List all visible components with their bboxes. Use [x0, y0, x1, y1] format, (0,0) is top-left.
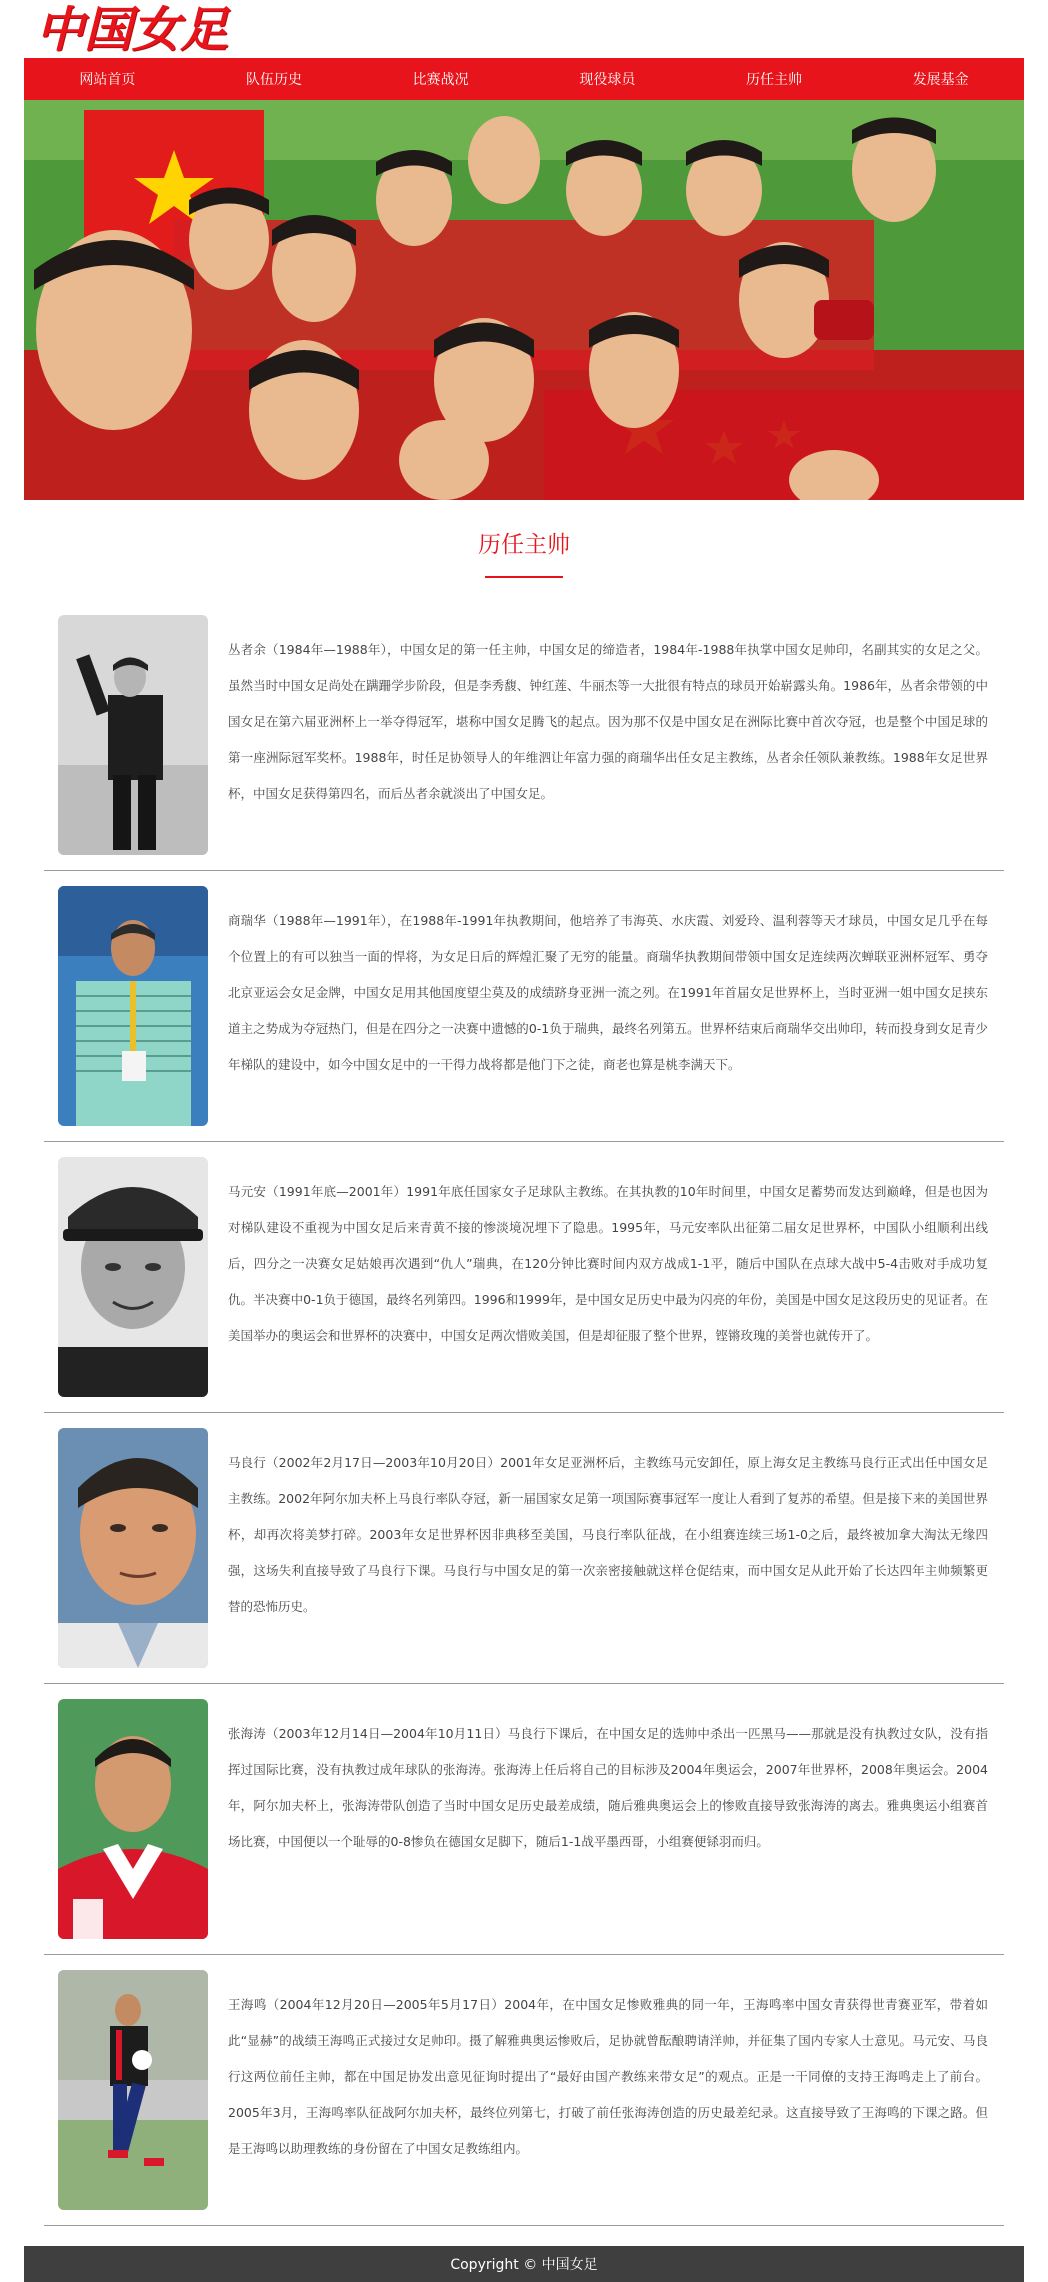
coach-photo: [58, 1428, 208, 1668]
coach-description: 商瑞华（1988年—1991年），在1988年-1991年执教期间，他培养了韦海英、水庆霞、刘爱玲、温利蓉等天才球员，中国女足几乎在每个位置上的有可以独当一面的悍将，为女足日后的辉煌汇聚了无穷的能量。商瑞华执教期间带领中国女足连续两次蝉联亚洲杯冠军、勇夺北京亚运会女足金牌，中国女足用其他国度望尘莫及的成绩跻身亚洲一流之列。在1991年首届女足世界杯上，当时亚洲一姐中国女足挟东道主之势成为夺冠热门，但是在四分之一决赛中遗憾的0-1负于瑞典，最终名列第五。世界杯结束后商瑞华交出帅印，转而投身到女足青少年梯队的建设中，如今中国女足中的一干得力战将都是他门下之徒，商老也算是桃李满天下。: [228, 913, 988, 1072]
nav-item-players[interactable]: [524, 58, 691, 100]
nav-item-label: 比赛战况: [412, 72, 469, 88]
coach-description: 张海涛（2003年12月14日—2004年10月11日）马良行下课后，在中国女足的选帅中杀出一匹黑马——那就是没有执教过女队，没有指挥过国际比赛，没有执教过成年球队的张海涛。张海涛上任后将自己的目标涉及2004年奥运会，2007年世界杯，2008年奥运会。2004年，阿尔加夫杯上，张海涛带队创造了当时中国女足历史最差成绩，随后雅典奥运会上的惨败直接导致张海涛的离去。雅典奥运小组赛首场比赛，中国便以一个耻辱的0-8惨负在德国女足脚下，随后1-1战平墨西哥，小组赛便铩羽而归。: [228, 1726, 988, 1849]
coach-entry: [44, 1413, 1004, 1684]
coach-description: 马元安（1991年底—2001年）1991年底任国家女子足球队主教练。在其执教的10年时间里，中国女足蓄势而发达到巅峰，但是也因为对梯队建设不重视为中国女足后来青黄不接的惨淡境况埋下了隐患。1995年，马元安率队出征第二届女足世界杯，中国队小组顺利出线后，四分之一决赛女足姑娘再次遇到“仇人”瑞典，在120分钟比赛时间内双方战成1-1平，随后中国队在点球大战中5-4击败对手成功复仇。半决赛中0-1负于德国，最终名列第四。1996和1999年，是中国女足历史中最为闪亮的年份，美国是中国女足这段历史的见证者。在美国举办的奥运会和世界杯的决赛中，中国女足两次惜败美国，但是却征服了整个世界，铿锵玫瑰的美誉也就传开了。: [228, 1184, 988, 1343]
coach-description: 丛者余（1984年—1988年），中国女足的第一任主帅，中国女足的缔造者，1984年-1988年执掌中国女足帅印，名副其实的女足之父。虽然当时中国女足尚处在蹒跚学步阶段，但是李秀馥、钟红莲、牛丽杰等一大批很有特点的球员开始崭露头角。1986年，丛者余带领的中国女足在第六届亚洲杯上一举夺得冠军，堪称中国女足腾飞的起点。因为那不仅是中国女足在洲际比赛中首次夺冠，也是整个中国足球的第一座洲际冠军奖杯。1988年，时任足协领导人的年维泗让年富力强的商瑞华出任女足主教练，丛者余任领队兼教练。1988年女足世界杯，中国女足获得第四名，而后丛者余就淡出了中国女足。: [228, 642, 988, 801]
coach-entry: [44, 1142, 1004, 1413]
coach-photo: [58, 1970, 208, 2210]
nav-item-home[interactable]: [24, 58, 191, 100]
team-photo-illustration: [24, 100, 1024, 500]
coach-entry: [44, 600, 1004, 871]
main-nav: [24, 58, 1024, 100]
nav-item-history[interactable]: [191, 58, 358, 100]
nav-item-label: 现役球员: [579, 72, 636, 88]
nav-item-label: 网站首页: [79, 72, 136, 88]
coach-description: 马良行（2002年2月17日—2003年10月20日）2001年女足亚洲杯后，主教练马元安卸任，原上海女足主教练马良行正式出任中国女足主教练。2002年阿尔加夫杯上马良行率队夺冠，新一届国家女足第一项国际赛事冠军一度让人看到了复苏的希望。但是接下来的美国世界杯，却再次将美梦打碎。2003年女足世界杯因非典移至美国，马良行率队征战，在小组赛连续三场1-0之后，最终被加拿大淘汰无缘四强，这场失利直接导致了马良行下课。马良行与中国女足的第一次亲密接触就这样仓促结束，而中国女足从此开始了长达四年主帅频繁更替的恐怖历史。: [228, 1455, 988, 1614]
nav-item-label: 队伍历史: [246, 72, 302, 88]
coach-photo: [58, 886, 208, 1126]
coach-entry: [44, 871, 1004, 1142]
section-title-underline: [485, 576, 563, 578]
team-banner-image: [24, 100, 1024, 500]
page: [24, 0, 1024, 2282]
coach-photo: [58, 615, 208, 855]
coach-list: [44, 600, 1004, 2226]
site-logo-text: 中国女足: [36, 2, 229, 58]
copyright-text: Copyright © 中国女足: [450, 2257, 598, 2273]
section-title: 历任主帅: [478, 532, 570, 558]
coach-entry: [44, 1955, 1004, 2226]
nav-item-label: 发展基金: [912, 72, 969, 88]
coach-entry: [44, 1684, 1004, 1955]
nav-item-label: 历任主帅: [746, 72, 803, 88]
coach-photo: [58, 1157, 208, 1397]
coach-photo: [58, 1699, 208, 1939]
nav-item-fund[interactable]: [857, 58, 1024, 100]
site-logo[interactable]: [36, 2, 228, 58]
page-footer: [24, 2246, 1024, 2282]
nav-item-matches[interactable]: [357, 58, 524, 100]
coach-description: 王海鸣（2004年12月20日—2005年5月17日）2004年，在中国女足惨败雅典的同一年，王海鸣率中国女青获得世青赛亚军，带着如此“显赫”的战绩王海鸣正式接过女足帅印。摄了解雅典奥运惨败后，足协就曾酝酿聘请洋帅，并征集了国内专家人士意见。马元安、马良行这两位前任主帅，都在中国足协发出意见征询时提出了“最好由国产教练来带女足”的观点。正是一干同僚的支持王海鸣走上了前台。 2005年3月，王海鸣率队征战阿尔加夫杯，最终位列第七，打破了前任张海涛创造的历史最差纪录。这直接导致了王海鸣的下课之路。但是王海鸣以助理教练的身份留在了中国女足教练组内。: [228, 1997, 988, 2156]
nav-item-coaches[interactable]: [691, 58, 858, 100]
